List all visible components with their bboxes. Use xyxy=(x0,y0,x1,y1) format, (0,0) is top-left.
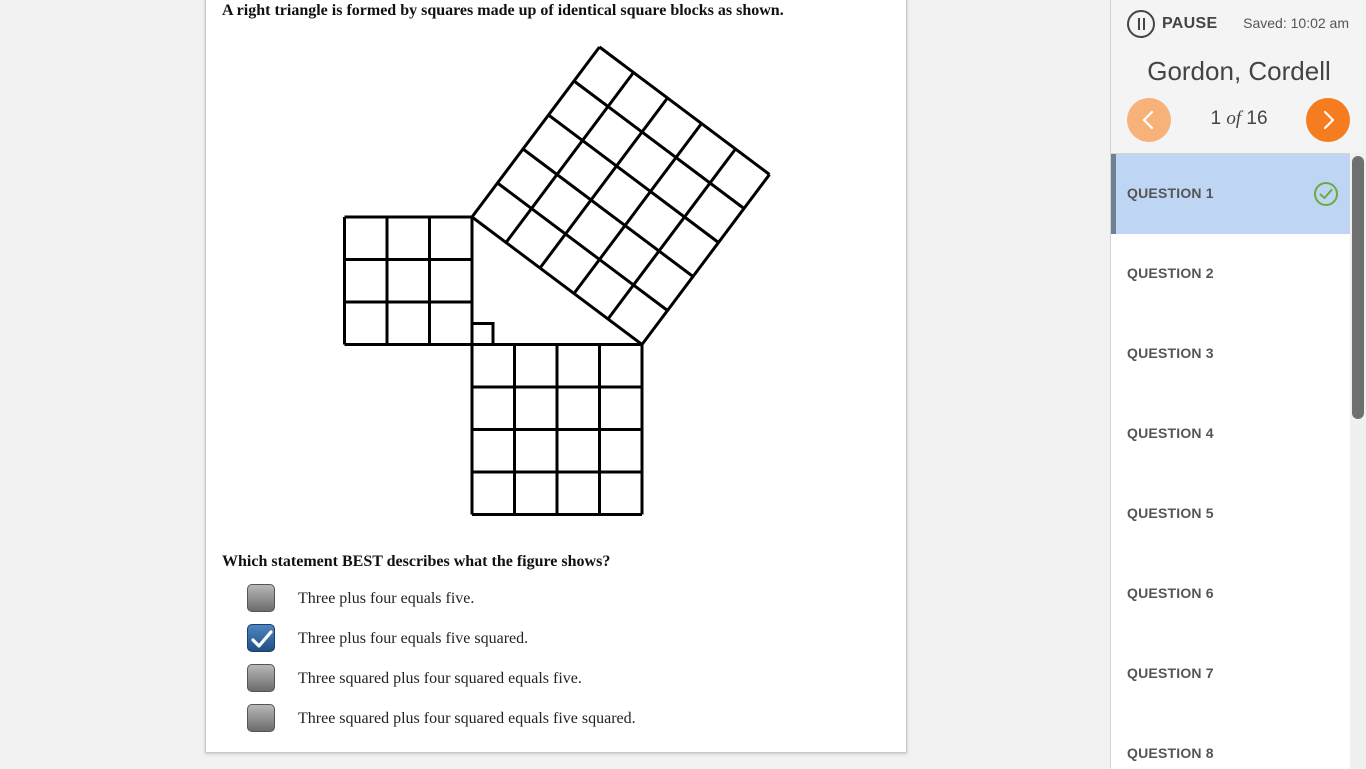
question-item-label: QUESTION 2 xyxy=(1127,265,1214,281)
question-item-label: QUESTION 6 xyxy=(1127,585,1214,601)
question-list xyxy=(1111,153,1350,769)
pause-button[interactable] xyxy=(1127,8,1217,40)
answer-option-a[interactable] xyxy=(247,584,807,616)
scrollbar-thumb[interactable] xyxy=(1352,156,1364,419)
answer-label-a: Three plus four equals five. xyxy=(298,590,475,607)
answer-option-b[interactable] xyxy=(247,624,807,656)
answer-label-d: Three squared plus four squared equals five squared. xyxy=(298,710,636,727)
answer-option-d[interactable] xyxy=(247,704,807,736)
counter-current: 1 xyxy=(1210,108,1222,129)
question-card xyxy=(205,0,907,753)
question-item-7[interactable] xyxy=(1111,634,1350,714)
question-item-2[interactable] xyxy=(1111,234,1350,314)
answer-checkbox-c[interactable] xyxy=(247,664,275,692)
check-circle-icon xyxy=(1313,181,1339,207)
question-item-label: QUESTION 4 xyxy=(1127,425,1214,441)
next-question-button[interactable] xyxy=(1306,98,1350,142)
counter-of: of xyxy=(1226,108,1242,129)
question-counter xyxy=(1171,108,1307,130)
pause-icon xyxy=(1127,10,1155,38)
right-angle-marker xyxy=(472,324,493,345)
question-item-label: QUESTION 1 xyxy=(1127,185,1214,201)
question-item-label: QUESTION 7 xyxy=(1127,665,1214,681)
student-name: Gordon, Cordell xyxy=(1147,56,1331,86)
test-sidebar xyxy=(1110,0,1366,768)
saved-status: Saved: 10:02 am xyxy=(1243,15,1349,31)
answer-label-c: Three squared plus four squared equals five. xyxy=(298,670,582,687)
previous-question-button[interactable] xyxy=(1127,98,1171,142)
counter-total: 16 xyxy=(1246,108,1268,129)
question-item-3[interactable] xyxy=(1111,314,1350,394)
answer-option-c[interactable] xyxy=(247,664,807,696)
pause-label: PAUSE xyxy=(1162,15,1218,32)
answer-checkbox-b[interactable] xyxy=(247,624,275,652)
answer-checkbox-a[interactable] xyxy=(247,584,275,612)
question-item-label: QUESTION 3 xyxy=(1127,345,1214,361)
question-item-1[interactable] xyxy=(1111,154,1350,234)
checkmark-icon xyxy=(251,629,273,649)
question-item-8[interactable] xyxy=(1111,714,1350,769)
pythagorean-squares-figure xyxy=(206,0,906,537)
question-list-scrollbar[interactable] xyxy=(1350,153,1366,768)
question-item-5[interactable] xyxy=(1111,474,1350,554)
answer-checkbox-d[interactable] xyxy=(247,704,275,732)
chevron-right-icon xyxy=(1320,110,1336,130)
chevron-left-icon xyxy=(1141,110,1157,130)
question-item-6[interactable] xyxy=(1111,554,1350,634)
question-stem: A right triangle is formed by squares made up of identical square blocks as shown. xyxy=(222,2,784,19)
question-prompt: Which statement BEST describes what the figure shows? xyxy=(222,553,611,570)
question-item-4[interactable] xyxy=(1111,394,1350,474)
question-item-label: QUESTION 5 xyxy=(1127,505,1214,521)
answer-label-b: Three plus four equals five squared. xyxy=(298,630,529,647)
question-item-label: QUESTION 8 xyxy=(1127,745,1214,761)
